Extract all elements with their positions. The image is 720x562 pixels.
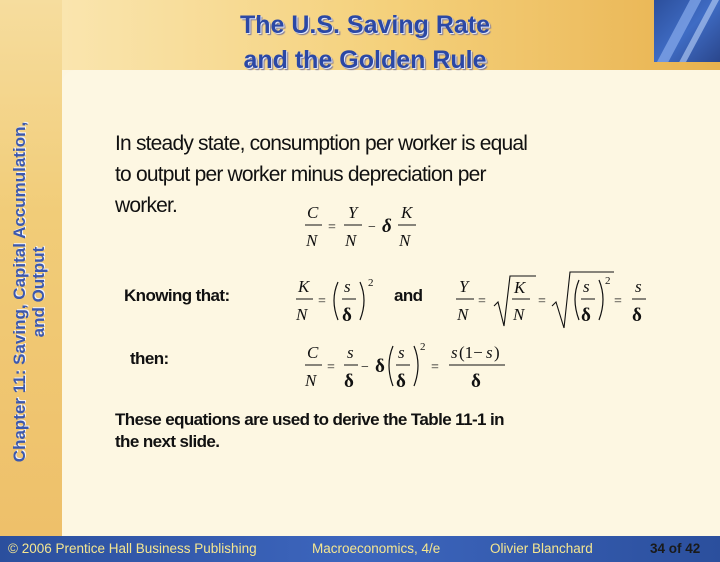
svg-text:Y: Y: [459, 277, 469, 296]
svg-text:δ: δ: [632, 305, 642, 326]
equation-output: [452, 268, 652, 332]
svg-text:δ: δ: [396, 371, 406, 392]
svg-text:s: s: [451, 343, 458, 362]
note-line2: the next slide.: [115, 432, 220, 451]
chapter-title-line2: and Output: [29, 246, 48, 338]
svg-text:−: −: [368, 220, 376, 235]
note-line1: These equations are used to derive the Table 11-1 in: [115, 410, 504, 429]
svg-text:s: s: [486, 343, 493, 362]
intro-line2: to output per worker minus depreciation per: [115, 163, 486, 186]
svg-text:2: 2: [605, 275, 611, 287]
svg-text:N: N: [306, 231, 318, 250]
svg-text:s: s: [347, 343, 354, 362]
svg-text:C: C: [307, 203, 319, 222]
svg-text:−: −: [361, 360, 369, 375]
svg-text:C: C: [307, 343, 319, 362]
footer-bar: [0, 536, 720, 562]
footer-author: Olivier Blanchard: [490, 541, 593, 556]
equation-result: [300, 334, 515, 398]
svg-text:=: =: [614, 294, 622, 309]
then-label: then:: [130, 349, 169, 368]
chapter-title-line1: Chapter 11: Saving, Capital Accumulation,: [10, 121, 29, 463]
page-number: 34 of 42: [650, 541, 701, 556]
svg-text:(1−: (1−: [459, 343, 483, 362]
svg-text:K: K: [298, 277, 310, 296]
svg-text:δ: δ: [581, 305, 591, 326]
svg-text:s: s: [398, 343, 405, 362]
note-text: [115, 409, 655, 453]
footer-copyright: © 2006 Prentice Hall Business Publishing: [8, 541, 257, 556]
svg-text:s: s: [635, 277, 642, 296]
slide-title-line2: and the Golden Rule: [243, 46, 487, 74]
svg-text:N: N: [345, 231, 357, 250]
svg-text:s: s: [344, 277, 351, 296]
svg-text:N: N: [305, 371, 317, 390]
svg-text:N: N: [513, 305, 525, 324]
svg-text:=: =: [431, 360, 439, 375]
svg-text:N: N: [399, 231, 411, 250]
svg-text:=: =: [328, 220, 336, 235]
svg-text:δ: δ: [375, 356, 385, 377]
intro-line3: worker.: [115, 194, 178, 217]
svg-text:2: 2: [368, 277, 374, 289]
svg-text:=: =: [478, 294, 486, 309]
svg-text:2: 2: [420, 341, 426, 353]
svg-text:δ: δ: [342, 305, 352, 326]
intro-line1: In steady state, consumption per worker is equal: [115, 132, 528, 155]
corner-decoration: [654, 0, 720, 62]
svg-text:δ: δ: [471, 371, 481, 392]
svg-text:N: N: [457, 305, 469, 324]
svg-text:N: N: [296, 305, 308, 324]
svg-text:s: s: [583, 277, 590, 296]
svg-text:Y: Y: [348, 203, 358, 222]
footer-book: Macroeconomics, 4/e: [312, 541, 441, 556]
svg-text:δ: δ: [344, 371, 354, 392]
knowing-label: Knowing that:: [124, 286, 230, 305]
svg-text:K: K: [514, 278, 526, 297]
svg-text:=: =: [318, 294, 326, 309]
chapter-title: [10, 72, 48, 512]
equation-consumption: [300, 200, 425, 254]
svg-text:=: =: [538, 294, 546, 309]
slide-title-line1: The U.S. Saving Rate: [239, 11, 491, 39]
svg-text:): ): [494, 343, 500, 362]
svg-text:=: =: [327, 360, 335, 375]
svg-text:K: K: [401, 203, 413, 222]
equation-capital: [292, 270, 382, 330]
svg-text:δ: δ: [382, 216, 392, 237]
and-label: and: [394, 286, 423, 305]
